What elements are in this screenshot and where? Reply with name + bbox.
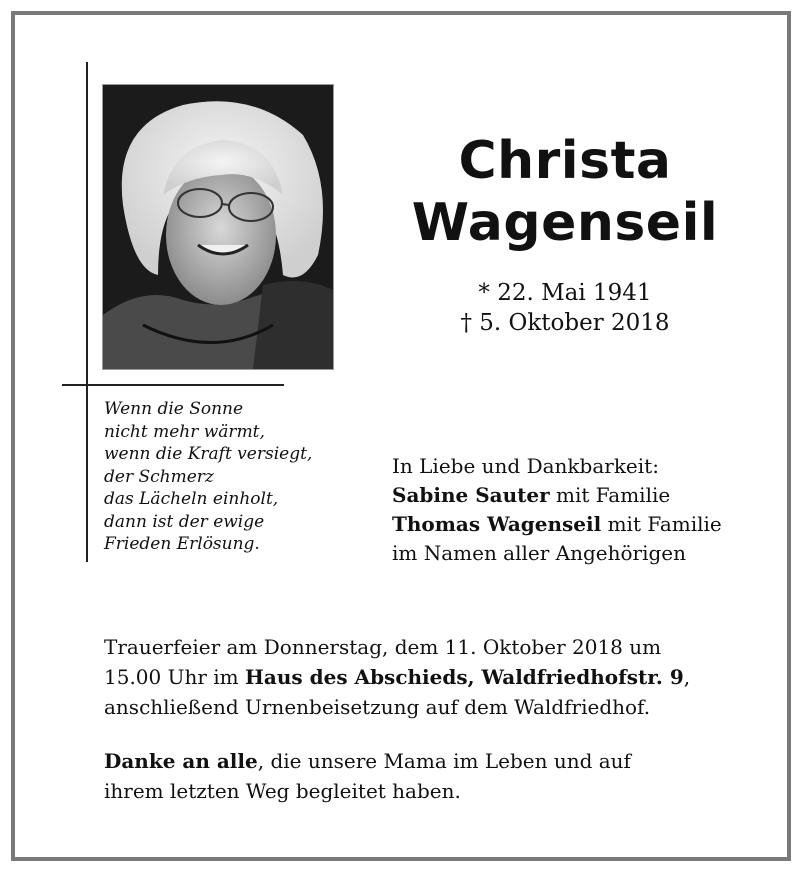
mourner-suffix: mit Familie — [601, 512, 722, 536]
mourner-name: Sabine Sauter — [392, 483, 550, 507]
poem-line: der Schmerz — [104, 466, 214, 487]
mourners-block — [392, 452, 772, 568]
ceremony-punct: , — [683, 665, 691, 689]
deceased-first-name: Christa — [458, 131, 672, 191]
mourner-entry — [392, 481, 772, 510]
poem-line: dann ist der ewige — [104, 511, 265, 532]
gratitude-bold: Danke an alle — [104, 749, 258, 773]
poem-line: wenn die Kraft versiegt, — [104, 444, 313, 464]
mourner-name: Thomas Wagenseil — [392, 512, 602, 536]
death-date: † 5. Oktober 2018 — [460, 310, 670, 336]
ceremony-line: Trauerfeier am Donnerstag, dem 11. Oktober 2018 um — [104, 635, 662, 659]
vertical-divider — [86, 62, 88, 562]
poem-line: das Lächeln einholt, — [104, 489, 279, 509]
deceased-last-name: Wagenseil — [411, 193, 719, 253]
gratitude-text — [104, 746, 774, 806]
mourners-closing: im Namen aller Angehörigen — [392, 541, 687, 565]
mourner-suffix: mit Familie — [549, 483, 671, 507]
ceremony-time: 15.00 Uhr im — [104, 665, 245, 689]
horizontal-divider — [62, 384, 284, 386]
gratitude-line: ihrem letzten Weg begleitet haben. — [104, 779, 461, 803]
mourner-entry — [392, 510, 772, 539]
gratitude-rest: , die unsere Mama im Leben und auf — [257, 749, 631, 773]
birth-date: * 22. Mai 1941 — [478, 280, 652, 306]
ceremony-line: anschließend Urnenbeisetzung auf dem Waldfriedhof. — [104, 695, 651, 719]
portrait-photo — [102, 84, 334, 370]
ceremony-info — [104, 632, 774, 722]
ceremony-line — [104, 662, 774, 692]
gratitude-line — [104, 746, 774, 776]
poem — [104, 398, 374, 556]
ceremony-location: Haus des Abschieds, Waldfriedhofstr. 9 — [245, 665, 684, 689]
poem-line: Frieden Erlösung. — [104, 534, 260, 554]
poem-line: nicht mehr wärmt, — [104, 421, 265, 442]
mourners-intro: In Liebe und Dankbarkeit: — [392, 454, 659, 478]
poem-line: Wenn die Sonne — [104, 399, 244, 419]
